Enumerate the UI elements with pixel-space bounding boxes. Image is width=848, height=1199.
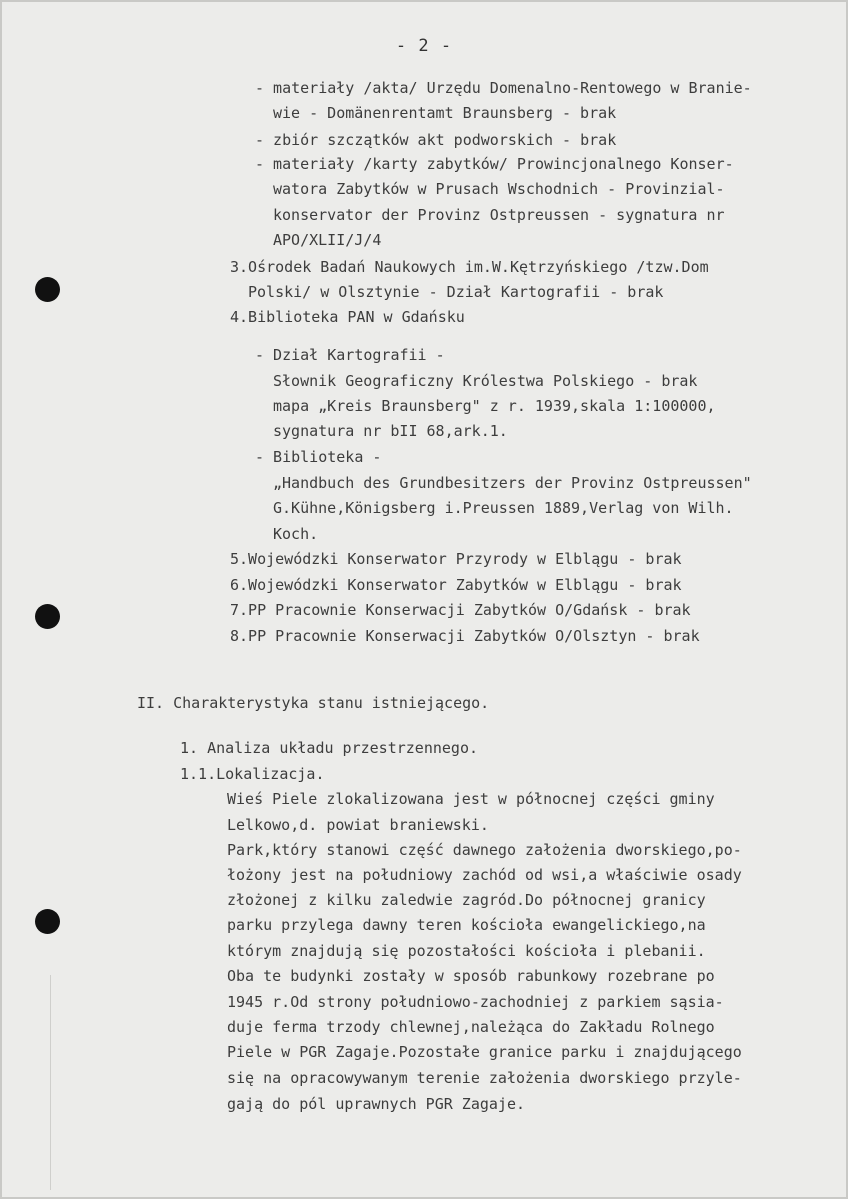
text-line: wie - Domänenrentamt Braunsberg - brak [273, 104, 617, 122]
text-line: łożony jest na południowy zachód od wsi,a właściwie osady [227, 866, 742, 884]
text-line: - Dział Kartografii - [255, 346, 445, 364]
text-line: - Biblioteka - [255, 448, 382, 466]
text-line: - materiały /karty zabytków/ Prowincjonalnego Konser- [255, 155, 734, 173]
text-line: Polski/ w Olsztynie - Dział Kartografii - brak [248, 283, 664, 301]
text-line: 3.Ośrodek Badań Naukowych im.W.Kętrzyńskiego /tzw.Dom [230, 258, 709, 276]
text-line: Słownik Geograficzny Królestwa Polskiego - brak [273, 372, 698, 390]
subsection-heading: 1.1.Lokalizacja. [180, 765, 325, 783]
punch-hole-bottom [35, 909, 60, 934]
text-line: watora Zabytków w Prusach Wschodnich - Provinzial- [273, 180, 725, 198]
text-line: G.Kühne,Königsberg i.Preussen 1889,Verlag von Wilh. [273, 499, 734, 517]
text-line: Wieś Piele zlokalizowana jest w północnej części gminy [227, 790, 715, 808]
text-line: mapa „Kreis Braunsberg" z r. 1939,skala 1:100000, [273, 397, 716, 415]
margin-line [50, 975, 51, 1190]
text-line: Park,który stanowi część dawnego założenia dworskiego,po- [227, 841, 742, 859]
text-line: się na opracowywanym terenie założenia dworskiego przyle- [227, 1069, 742, 1087]
text-line: Lelkowo,d. powiat braniewski. [227, 816, 489, 834]
section-heading: II. Charakterystyka stanu istniejącego. [137, 694, 490, 712]
text-line: 1945 r.Od strony południowo-zachodniej z parkiem sąsia- [227, 993, 724, 1011]
text-line: parku przylega dawny teren kościoła ewangelickiego,na [227, 916, 706, 934]
text-line: duje ferma trzody chlewnej,należąca do Zakładu Rolnego [227, 1018, 715, 1036]
text-line: gają do pól uprawnych PGR Zagaje. [227, 1095, 526, 1113]
text-line: APO/XLII/J/4 [273, 231, 382, 249]
text-line: Oba te budynki zostały w sposób rabunkowy rozebrane po [227, 967, 715, 985]
page-number: - 2 - [395, 36, 453, 56]
text-line: 7.PP Pracownie Konserwacji Zabytków O/Gdańsk - brak [230, 601, 691, 619]
text-line: złożonej z kilku zaledwie zagród.Do północnej granicy [227, 891, 706, 909]
text-line: którym znajdują się pozostałości kościoła i plebanii. [227, 942, 706, 960]
punch-hole-middle [35, 604, 60, 629]
text-line: 6.Wojewódzki Konserwator Zabytków w Elblągu - brak [230, 576, 682, 594]
text-line: - materiały /akta/ Urzędu Domenalno-Rentowego w Branie- [255, 79, 752, 97]
text-line: 8.PP Pracownie Konserwacji Zabytków O/Olsztyn - brak [230, 627, 700, 645]
text-line: 5.Wojewódzki Konserwator Przyrody w Elblągu - brak [230, 550, 682, 568]
punch-hole-top [35, 277, 60, 302]
text-line: konservator der Provinz Ostpreussen - sygnatura nr [273, 206, 725, 224]
text-line: 4.Biblioteka PAN w Gdańsku [230, 308, 465, 326]
text-line: „Handbuch des Grundbesitzers der Provinz Ostpreussen" [273, 474, 752, 492]
text-line: Koch. [273, 525, 319, 543]
subsection-heading: 1. Analiza układu przestrzennego. [180, 739, 479, 757]
text-line: sygnatura nr bII 68,ark.1. [273, 422, 508, 440]
text-line: Piele w PGR Zagaje.Pozostałe granice parku i znajdującego [227, 1043, 742, 1061]
text-line: - zbiór szczątków akt podworskich - brak [255, 131, 617, 149]
